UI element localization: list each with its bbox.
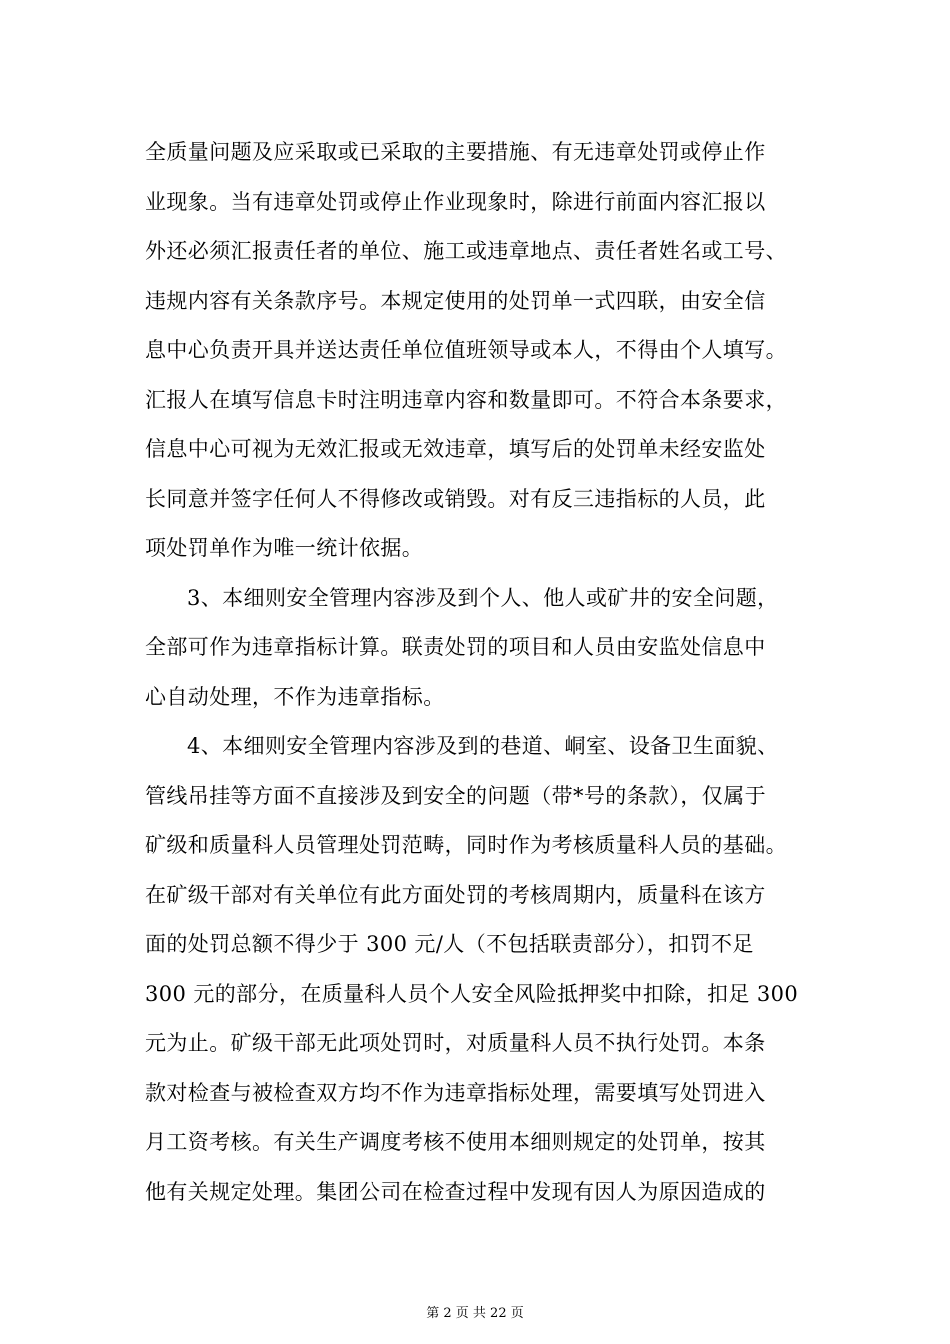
text-line: 全质量问题及应采取或已采取的主要措施、有无违章处罚或停止作 bbox=[145, 140, 766, 164]
text-line: 月工资考核。有关生产调度考核不使用本细则规定的处罚单，按其 bbox=[145, 1130, 766, 1154]
text-line: 外还必须汇报责任者的单位、施工或违章地点、责任者姓名或工号、 bbox=[145, 239, 787, 263]
text-line: 管线吊挂等方面不直接涉及到安全的问题（带*号的条款），仅属于 bbox=[145, 783, 766, 808]
text-line: 全部可作为违章指标计算。联责处罚的项目和人员由安监处信息中 bbox=[145, 635, 766, 659]
document-body bbox=[145, 128, 825, 1217]
text-line: 业现象。当有违章处罚或停止作业现象时，除进行前面内容汇报以 bbox=[145, 189, 766, 214]
text-line: 款对检查与被检查双方均不作为违章指标处理，需要填写处罚进入 bbox=[145, 1080, 766, 1105]
paragraph-continuation bbox=[145, 128, 825, 574]
text-line: 信息中心可视为无效汇报或无效违章，填写后的处罚单未经安监处 bbox=[145, 437, 766, 461]
text-line: 项处罚单作为唯一统计依据。 bbox=[145, 536, 424, 560]
text-line: 3、本细则安全管理内容涉及到个人、他人或矿井的安全问题， bbox=[187, 585, 779, 610]
text-line: 矿级和质量科人员管理处罚范畴，同时作为考核质量科人员的基础。 bbox=[145, 833, 787, 857]
text-line: 面的处罚总额不得少于 300 元/人（不包括联责部分），扣罚不足 bbox=[145, 932, 754, 956]
text-line: 他有关规定处理。集团公司在检查过程中发现有因人为原因造成的 bbox=[145, 1179, 766, 1204]
text-line: 在矿级干部对有关单位有此方面处罚的考核周期内，质量科在该方 bbox=[145, 882, 766, 907]
paragraph-item-3 bbox=[145, 574, 825, 723]
paragraph-item-4 bbox=[145, 722, 825, 1217]
text-line: 长同意并签字任何人不得修改或销毁。对有反三违指标的人员，此 bbox=[145, 486, 766, 511]
text-line: 汇报人在填写信息卡时注明违章内容和数量即可。不符合本条要求， bbox=[145, 387, 787, 412]
text-line: 息中心负责开具并送达责任单位值班领导或本人，不得由个人填写。 bbox=[145, 338, 787, 362]
page-number-footer: 第 2 页 共 22 页 bbox=[426, 1306, 524, 1321]
text-line: 心自动处理，不作为违章指标。 bbox=[145, 684, 445, 709]
text-line: 4、本细则安全管理内容涉及到的巷道、峒室、设备卫生面貌、 bbox=[187, 734, 779, 758]
text-line: 违规内容有关条款序号。本规定使用的处罚单一式四联，由安全信 bbox=[145, 288, 766, 313]
text-line: 元为止。矿级干部无此项处罚时，对质量科人员不执行处罚。本条 bbox=[145, 1031, 766, 1055]
text-line: 300 元的部分，在质量科人员个人安全风险抵押奖中扣除，扣足 300 bbox=[145, 981, 799, 1006]
